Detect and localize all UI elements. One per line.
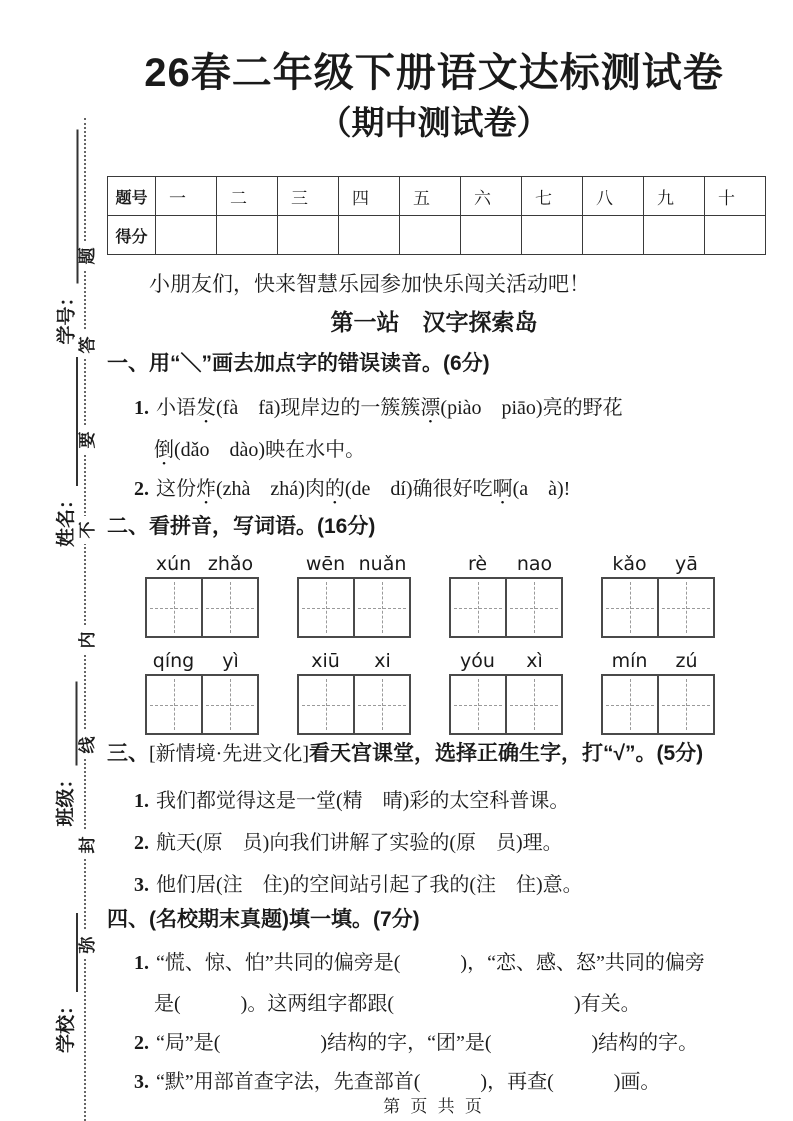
pinyin-label: yì: [222, 650, 239, 672]
item-number: 3.: [134, 1071, 149, 1093]
class-blank[interactable]: [57, 682, 78, 766]
score-cell[interactable]: [583, 216, 644, 255]
student-number-field: [55, 130, 79, 345]
question-text: “慌、惊、怕”共同的偏旁是( )，“恋、感、怒”共同的偏旁: [156, 952, 705, 974]
seal-char: 不: [71, 516, 99, 544]
dotted-char: 漂: [420, 397, 441, 419]
page-subtitle: （期中测试卷）: [318, 104, 550, 141]
score-table-header-cell: 六: [461, 177, 522, 216]
score-table-header-cell: 四: [339, 177, 400, 216]
pinyin-label: xì: [526, 650, 543, 672]
seal-char: 线: [71, 731, 99, 759]
question-text: (de dí)确很好吃: [344, 478, 493, 500]
writing-cell[interactable]: [603, 676, 657, 733]
score-cell[interactable]: [217, 216, 278, 255]
pinyin-label: wēn: [305, 553, 346, 575]
writing-cell[interactable]: [603, 579, 657, 636]
writing-cell[interactable]: [353, 676, 409, 733]
pinyin-word-box: [297, 650, 411, 735]
question4-heading: 四、(名校期末真题)填一填。(7分): [107, 908, 420, 931]
question-line: [154, 992, 641, 1017]
score-table-header-cell: 三: [278, 177, 339, 216]
question3-heading: [107, 741, 703, 767]
pinyin-label: xi: [374, 650, 391, 672]
question-number: 三、: [107, 742, 149, 765]
question-text: 是( )。这两组字都跟( )有关。: [154, 993, 641, 1015]
pinyin-word-box: [449, 650, 563, 735]
writing-cell[interactable]: [147, 579, 201, 636]
pinyin-word-box: [145, 650, 259, 735]
writing-cell[interactable]: [451, 676, 505, 733]
item-number: 2.: [134, 832, 149, 854]
dotted-char: 倒: [154, 439, 174, 461]
question-text: (dǎo dào)映在水中。: [174, 439, 366, 461]
page-footer: 第 页 共 页: [383, 1097, 485, 1116]
writing-cell[interactable]: [299, 676, 353, 733]
score-table-header-cell: 九: [644, 177, 705, 216]
item-number: 2.: [134, 1032, 149, 1054]
score-cell[interactable]: [644, 216, 705, 255]
question2-heading: 二、看拼音，写词语。(16分): [107, 515, 376, 538]
writing-cell[interactable]: [147, 676, 201, 733]
pinyin-label: zhǎo: [207, 553, 254, 575]
item-number: 1.: [134, 397, 149, 419]
page-title: 26春二年级下册语文达标测试卷: [144, 51, 724, 95]
writing-cell[interactable]: [657, 676, 713, 733]
score-cell[interactable]: [522, 216, 583, 255]
pinyin-label: mín: [611, 650, 648, 672]
question-line: [154, 438, 365, 463]
question-line: [134, 831, 563, 856]
score-table-header-cell: 一: [156, 177, 217, 216]
score-table-header-cell: 五: [400, 177, 461, 216]
score-cell[interactable]: [278, 216, 339, 255]
item-number: 2.: [134, 478, 149, 500]
pinyin-label: qíng: [152, 650, 195, 672]
pinyin-label: nao: [516, 553, 553, 575]
student-name-label: 姓名：: [56, 489, 77, 547]
pinyin-word-box: [601, 650, 715, 735]
score-cell[interactable]: [400, 216, 461, 255]
question-text: (a à)!: [512, 478, 571, 500]
dotted-char: 炸: [196, 478, 216, 500]
question-line: [134, 951, 705, 976]
pinyin-word-box: [601, 553, 715, 638]
question-text: 航天(原 员)向我们讲解了实验的(原 员)理。: [156, 832, 563, 854]
question-text: 我们都觉得这是一堂(精 晴)彩的太空科普课。: [156, 790, 570, 812]
seal-char: 封: [71, 831, 99, 859]
writing-cell[interactable]: [353, 579, 409, 636]
question-line: [134, 477, 570, 502]
writing-cell[interactable]: [505, 579, 561, 636]
pinyin-label: xiū: [311, 650, 340, 672]
item-number: 3.: [134, 874, 149, 896]
dotted-char: 发: [196, 397, 216, 419]
greeting-text: 小朋友们，快来智慧乐园参加快乐闯关活动吧！: [149, 272, 590, 296]
student-number-label: 学号：: [56, 287, 78, 345]
student-name-field: [54, 357, 78, 547]
question-text: “局”是( )结构的字，“团”是( )结构的字。: [156, 1032, 699, 1054]
question-text: “默”用部首查字法，先查部首( )，再查( )画。: [156, 1071, 661, 1093]
writing-cell[interactable]: [201, 676, 257, 733]
seal-char: 答: [71, 331, 99, 359]
student-number-blank[interactable]: [58, 130, 79, 284]
school-field: [54, 913, 78, 1053]
context-tag: [新情境·先进文化]: [149, 743, 309, 765]
question-text: (piào piāo)亮的野花: [440, 397, 623, 419]
score-table-header-cell: 二: [217, 177, 278, 216]
question-line: [134, 789, 569, 814]
score-cell[interactable]: [705, 216, 766, 255]
score-table: [107, 176, 766, 255]
score-table-row2-label: 得分: [108, 216, 156, 255]
seal-char: 要: [71, 426, 99, 454]
heading-text: 看天宫课堂，选择正确生字，打“√”。(5分): [308, 742, 704, 765]
pinyin-label: yā: [675, 553, 698, 575]
score-table-header-cell: 十: [705, 177, 766, 216]
question-line: [134, 873, 583, 898]
question-text: (zhà zhá)肉: [216, 478, 325, 500]
item-number: 1.: [134, 952, 149, 974]
pinyin-label: yóu: [460, 650, 495, 672]
dotted-char: 的: [324, 478, 345, 500]
pinyin-word-box: [145, 553, 259, 638]
question-text: 他们居(注 住)的空间站引起了我的(注 住)意。: [156, 874, 583, 896]
score-cell[interactable]: [339, 216, 400, 255]
school-label: 学校：: [56, 995, 77, 1053]
pinyin-word-box: [449, 553, 563, 638]
seal-char: 弥: [71, 931, 99, 959]
station-heading: 第一站 汉字探索岛: [330, 309, 538, 335]
score-table-header-cell: 八: [583, 177, 644, 216]
dotted-char: 啊: [492, 478, 513, 500]
writing-cell[interactable]: [201, 579, 257, 636]
writing-cell[interactable]: [451, 579, 505, 636]
question-line: [134, 1031, 698, 1056]
pinyin-label: zú: [675, 650, 698, 672]
student-name-blank[interactable]: [57, 357, 78, 486]
item-number: 1.: [134, 790, 149, 812]
pinyin-label: rè: [467, 553, 488, 575]
class-label: 班级：: [55, 769, 77, 827]
question-text: 这份: [156, 478, 196, 500]
pinyin-label: nuǎn: [358, 553, 407, 575]
writing-cell[interactable]: [299, 579, 353, 636]
question-line: [134, 1070, 660, 1095]
writing-cell[interactable]: [505, 676, 561, 733]
question-text: (fà fā)现岸边的一簇簇: [216, 397, 421, 419]
class-field: [54, 682, 78, 827]
seal-char: 题: [71, 242, 99, 270]
question1-heading: 一、用“＼”画去加点字的错误读音。(6分): [107, 352, 490, 375]
writing-cell[interactable]: [657, 579, 713, 636]
pinyin-label: kǎo: [612, 553, 647, 575]
pinyin-label: xún: [155, 553, 192, 575]
score-table-header-cell: 七: [522, 177, 583, 216]
score-table-row1-label: 题号: [108, 177, 156, 216]
score-cell[interactable]: [156, 216, 217, 255]
school-blank[interactable]: [57, 913, 78, 992]
score-cell[interactable]: [461, 216, 522, 255]
pinyin-word-box: [297, 553, 411, 638]
question-text: 小语: [156, 397, 196, 419]
question-line: [134, 396, 623, 421]
seal-char: 内: [71, 626, 99, 654]
